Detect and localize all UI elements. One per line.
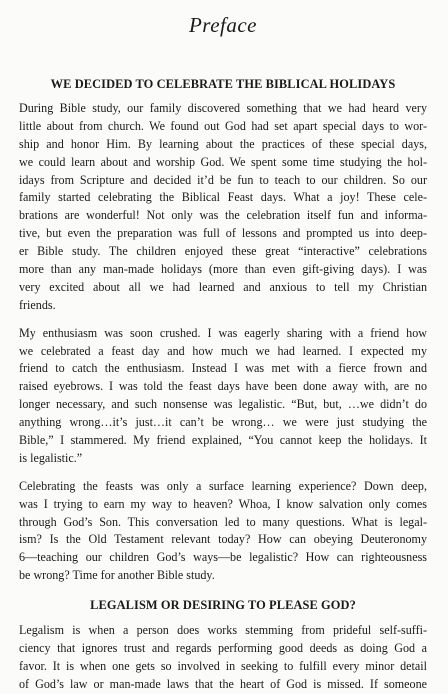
text-line: anything wrong…it’s just…it can’t be wrong… we were just studying the [19,415,427,430]
section-biblical-holidays [19,76,427,585]
text-line: 6—teaching our children God’s ways—be legalistic? How can righteousness [19,550,427,565]
section-legalism [19,597,427,694]
text-line: longer necessary, and such nonsense was legalistic. “But, but, …we didn’t do [19,397,427,412]
text-line: Celebrating the feasts was only a surface learning experience? Down deep, [19,478,427,493]
text-line: friends. [19,297,56,312]
text-line: Bible,” I stammered. My friend explained, “You cannot keep the holidays. It [19,433,427,448]
section-heading: LEGALISM OR DESIRING TO PLEASE GOD? [90,598,356,613]
text-line: ism? Is the Old Testament relevant today? How can obeying Deuteronomy [19,532,427,547]
paragraph-2 [19,325,427,468]
text-line: friend to catch the enthusiasm. Instead I was met with a fierce frown and [19,361,427,376]
text-line: raised eyebrows. I was told the feast days have been done away with, are no [19,379,427,394]
page-title: Preface [188,13,258,37]
text-line: favor. It is when one gets so involved in seeking to fulfill every minor detail [19,658,427,673]
text-line: is legalistic.” [19,450,83,465]
text-line: more than any man-made holidays (more than even gift-giving days). I was [19,262,427,277]
text-line: ship and honor Him. By learning about the practices of these special days, [19,136,427,151]
section-heading: WE DECIDED TO CELEBRATE THE BIBLICAL HOLIDAYS [50,77,396,91]
text-line: we could learn about and worship God. We spent some time studying the hol- [19,154,427,169]
text-line: er Bible study. The children enjoyed these great “interactive” celebrations [19,244,427,259]
text-line: of God’s law or man-made laws that the heart of God is missed. If someone [19,676,427,691]
text-line: very excited about all we had learned and anxious to tell my Christian [19,279,427,294]
text-line: be wrong? Time for another Bible study. [19,568,215,583]
text-line: family started celebrating the Biblical Feast days. What a joy! These cele- [19,190,427,205]
text-line: tive, but even the preparation was full of lessons and prompted us into deep- [19,226,427,241]
text-line: little about from church. We found out God had set apart special days to wor- [19,118,427,133]
text-line: through God’s Son. This conversation led to many questions. What is legal- [19,514,427,529]
paragraph-1 [19,100,427,315]
text-line: My enthusiasm was soon crushed. I was eagerly sharing with a friend how [19,325,427,340]
text-line: we celebrated a feast day and how much we had learned. I expected my [19,343,427,358]
paragraph-4 [19,622,427,694]
text-line: was I trying to earn my way to heaven? Whoa, I know salvation only comes [19,496,427,511]
text-line: Legalism is when a person does works stemming from prideful self-suffi- [19,623,427,638]
text-line: During Bible study, our family discovered something that we had heard very [19,101,427,115]
text-line: ciency that ignores trust and regards performing good deeds as doing God a [19,641,427,656]
paragraph-3 [19,478,427,585]
text-line: idays from Scripture and decided it’d be fun to teach to our children. So our [19,172,427,187]
text-line: brations are wonderful! Not only was the celebration itself fun and informa- [19,208,427,223]
